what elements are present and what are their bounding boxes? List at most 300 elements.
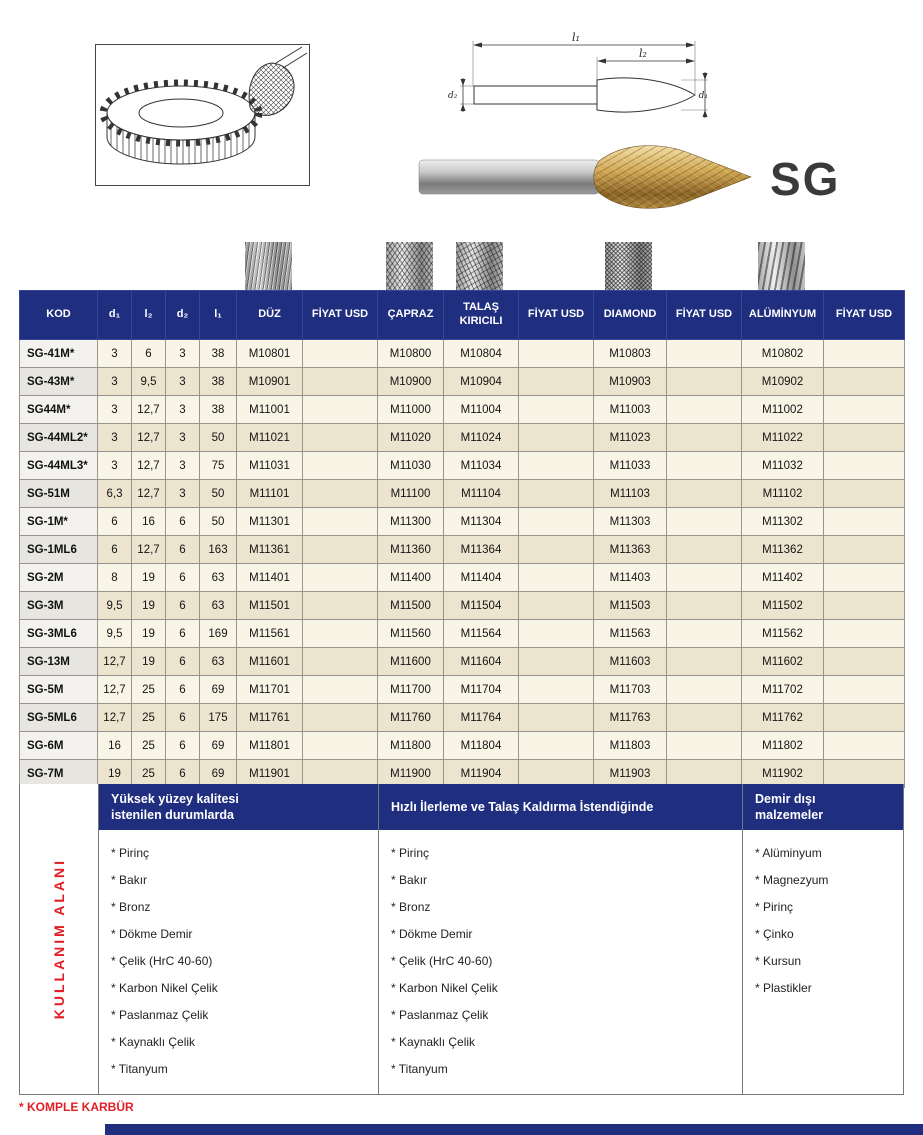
l1-cell: 50 bbox=[200, 480, 237, 508]
fiyat_duz-cell bbox=[303, 508, 378, 536]
fiyat_capraz-cell bbox=[519, 368, 594, 396]
duz-cell: M11301 bbox=[237, 508, 303, 536]
capraz-cell: M11000 bbox=[378, 396, 444, 424]
talas_kiricili-cell: M11564 bbox=[444, 620, 519, 648]
kod-cell: SG-41M* bbox=[20, 340, 98, 368]
fiyat_aluminyum-cell bbox=[824, 676, 905, 704]
fiyat_capraz-cell bbox=[519, 536, 594, 564]
usage-item: * Dökme Demir bbox=[391, 927, 736, 941]
duz-cell: M10901 bbox=[237, 368, 303, 396]
fiyat_diamond-cell bbox=[667, 620, 742, 648]
talas_kiricili-cell: M11404 bbox=[444, 564, 519, 592]
fiyat_aluminyum-cell bbox=[824, 368, 905, 396]
fiyat_aluminyum-cell bbox=[824, 732, 905, 760]
aluminyum-cell: M11102 bbox=[742, 480, 824, 508]
usage-list bbox=[99, 830, 378, 1076]
fiyat_aluminyum-cell bbox=[824, 452, 905, 480]
table-row bbox=[20, 340, 905, 368]
d2-cell: 6 bbox=[166, 760, 200, 788]
table-row bbox=[20, 704, 905, 732]
column-image-strip bbox=[19, 240, 904, 290]
usage-list bbox=[379, 830, 742, 1076]
d1-cell: 16 bbox=[98, 732, 132, 760]
l1-cell: 69 bbox=[200, 760, 237, 788]
duz-cell: M11501 bbox=[237, 592, 303, 620]
column-header-fiyat_capraz: FİYAT USD bbox=[519, 291, 594, 340]
fiyat_duz-cell bbox=[303, 732, 378, 760]
usage-item: * Titanyum bbox=[391, 1062, 736, 1076]
d1-cell: 8 bbox=[98, 564, 132, 592]
talas_kiricili-cell: M11364 bbox=[444, 536, 519, 564]
duz-cell: M11561 bbox=[237, 620, 303, 648]
l1-cell: 69 bbox=[200, 732, 237, 760]
aluminyum-cell: M11762 bbox=[742, 704, 824, 732]
usage-column-header-text: Yüksek yüzey kalitesi istenilen durumlarda bbox=[111, 791, 239, 822]
fiyat_diamond-cell bbox=[667, 536, 742, 564]
fiyat_diamond-cell bbox=[667, 424, 742, 452]
capraz-cell: M11100 bbox=[378, 480, 444, 508]
d1-cell: 6,3 bbox=[98, 480, 132, 508]
fiyat_duz-cell bbox=[303, 536, 378, 564]
burr-photo-rendering bbox=[415, 133, 765, 221]
column-header-l1: l₁ bbox=[200, 291, 237, 340]
d1-cell: 3 bbox=[98, 452, 132, 480]
fiyat_diamond-cell bbox=[667, 704, 742, 732]
d2-cell: 3 bbox=[166, 424, 200, 452]
fiyat_diamond-cell bbox=[667, 368, 742, 396]
product-photo bbox=[415, 133, 765, 221]
usage-item: * Çinko bbox=[755, 927, 897, 941]
usage-column-fast-removal bbox=[379, 784, 743, 1094]
usage-item: * Çelik (HrC 40-60) bbox=[111, 954, 372, 968]
kod-cell: SG-1M* bbox=[20, 508, 98, 536]
fiyat_aluminyum-cell bbox=[824, 340, 905, 368]
l2-cell: 12,7 bbox=[132, 452, 166, 480]
diamond-cell: M11003 bbox=[594, 396, 667, 424]
fiyat_duz-cell bbox=[303, 424, 378, 452]
table-row bbox=[20, 424, 905, 452]
usage-item: * Pirinç bbox=[391, 846, 736, 860]
d2-cell: 6 bbox=[166, 564, 200, 592]
table-row bbox=[20, 676, 905, 704]
fiyat_duz-cell bbox=[303, 620, 378, 648]
dimension-diagram bbox=[446, 30, 716, 130]
capraz-cell: M10800 bbox=[378, 340, 444, 368]
column-header-fiyat_aluminyum: FİYAT USD bbox=[824, 291, 905, 340]
d2-cell: 6 bbox=[166, 620, 200, 648]
talas_kiricili-cell: M11034 bbox=[444, 452, 519, 480]
kod-cell: SG-6M bbox=[20, 732, 98, 760]
l2-cell: 12,7 bbox=[132, 424, 166, 452]
d1-cell: 6 bbox=[98, 508, 132, 536]
kod-cell: SG-1ML6 bbox=[20, 536, 98, 564]
usage-item: * Kaynaklı Çelik bbox=[111, 1035, 372, 1049]
l1-cell: 69 bbox=[200, 676, 237, 704]
capraz-cell: M11760 bbox=[378, 704, 444, 732]
fiyat_aluminyum-cell bbox=[824, 480, 905, 508]
aluminyum-cell: M11562 bbox=[742, 620, 824, 648]
fiyat_aluminyum-cell bbox=[824, 508, 905, 536]
table-row bbox=[20, 452, 905, 480]
aluminyum-cell: M11362 bbox=[742, 536, 824, 564]
fiyat_diamond-cell bbox=[667, 508, 742, 536]
l2-cell: 19 bbox=[132, 648, 166, 676]
kod-cell: SG-44ML3* bbox=[20, 452, 98, 480]
usage-side-label: KULLANIM ALANI bbox=[51, 858, 67, 1020]
diamond-cell: M11403 bbox=[594, 564, 667, 592]
kod-cell: SG-13M bbox=[20, 648, 98, 676]
kod-cell: SG44M* bbox=[20, 396, 98, 424]
fiyat_diamond-cell bbox=[667, 564, 742, 592]
diamond-burr-image bbox=[605, 242, 652, 290]
fiyat_capraz-cell bbox=[519, 396, 594, 424]
fiyat_duz-cell bbox=[303, 648, 378, 676]
usage-list bbox=[743, 830, 903, 995]
duz-cell: M11901 bbox=[237, 760, 303, 788]
diamond-cell: M11703 bbox=[594, 676, 667, 704]
fiyat_capraz-cell bbox=[519, 676, 594, 704]
duz-cell: M11031 bbox=[237, 452, 303, 480]
fiyat_capraz-cell bbox=[519, 564, 594, 592]
l1-cell: 38 bbox=[200, 396, 237, 424]
l2-cell: 25 bbox=[132, 760, 166, 788]
duz-cell: M11001 bbox=[237, 396, 303, 424]
usage-column-header bbox=[99, 784, 378, 830]
talas_kiricili-cell: M11104 bbox=[444, 480, 519, 508]
d1-cell: 6 bbox=[98, 536, 132, 564]
usage-section bbox=[19, 784, 904, 1095]
l2-dimension-label: l₂ bbox=[639, 47, 647, 60]
talas_kiricili-cell: M11604 bbox=[444, 648, 519, 676]
d1-cell: 9,5 bbox=[98, 592, 132, 620]
aluminyum-cell: M11302 bbox=[742, 508, 824, 536]
l1-cell: 175 bbox=[200, 704, 237, 732]
fiyat_diamond-cell bbox=[667, 592, 742, 620]
d1-cell: 3 bbox=[98, 340, 132, 368]
l2-cell: 19 bbox=[132, 592, 166, 620]
footer-bar bbox=[105, 1124, 923, 1135]
diamond-cell: M10903 bbox=[594, 368, 667, 396]
fiyat_capraz-cell bbox=[519, 592, 594, 620]
usage-item: * Bakır bbox=[111, 873, 372, 887]
talas_kiricili-cell: M11004 bbox=[444, 396, 519, 424]
table-row bbox=[20, 592, 905, 620]
talas_kiricili-cell: M11304 bbox=[444, 508, 519, 536]
fiyat_aluminyum-cell bbox=[824, 424, 905, 452]
capraz-cell: M11700 bbox=[378, 676, 444, 704]
kod-cell: SG-3ML6 bbox=[20, 620, 98, 648]
fiyat_capraz-cell bbox=[519, 704, 594, 732]
l1-cell: 75 bbox=[200, 452, 237, 480]
capraz-cell: M11360 bbox=[378, 536, 444, 564]
capraz-cell: M10900 bbox=[378, 368, 444, 396]
fiyat_aluminyum-cell bbox=[824, 648, 905, 676]
d2-cell: 6 bbox=[166, 508, 200, 536]
column-header-d1: d₁ bbox=[98, 291, 132, 340]
usage-side-label-cell bbox=[20, 784, 99, 1094]
l1-dimension-label: l₁ bbox=[572, 31, 580, 44]
fiyat_duz-cell bbox=[303, 368, 378, 396]
fiyat_aluminyum-cell bbox=[824, 704, 905, 732]
aluminyum-cell: M11402 bbox=[742, 564, 824, 592]
l2-cell: 25 bbox=[132, 704, 166, 732]
fiyat_duz-cell bbox=[303, 480, 378, 508]
fiyat_capraz-cell bbox=[519, 620, 594, 648]
talas_kiricili-cell: M11504 bbox=[444, 592, 519, 620]
usage-item: * Pirinç bbox=[111, 846, 372, 860]
usage-item: * Alüminyum bbox=[755, 846, 897, 860]
l2-cell: 12,7 bbox=[132, 396, 166, 424]
talas_kiricili-cell: M10904 bbox=[444, 368, 519, 396]
d1-cell: 19 bbox=[98, 760, 132, 788]
d2-cell: 3 bbox=[166, 396, 200, 424]
fiyat_duz-cell bbox=[303, 704, 378, 732]
usage-item: * Titanyum bbox=[111, 1062, 372, 1076]
capraz-cell: M11900 bbox=[378, 760, 444, 788]
l1-cell: 38 bbox=[200, 340, 237, 368]
d2-cell: 6 bbox=[166, 648, 200, 676]
fiyat_duz-cell bbox=[303, 564, 378, 592]
diamond-cell: M10803 bbox=[594, 340, 667, 368]
aluminyum-cell: M11032 bbox=[742, 452, 824, 480]
diamond-cell: M11363 bbox=[594, 536, 667, 564]
fiyat_diamond-cell bbox=[667, 676, 742, 704]
aluminyum-cell: M10902 bbox=[742, 368, 824, 396]
l2-cell: 12,7 bbox=[132, 480, 166, 508]
duz-cell: M11601 bbox=[237, 648, 303, 676]
capraz-cell: M11560 bbox=[378, 620, 444, 648]
usage-column-header-text: Demir dışı malzemeler bbox=[755, 791, 824, 822]
aluminyum-cell: M11002 bbox=[742, 396, 824, 424]
usage-item: * Bronz bbox=[391, 900, 736, 914]
gear-deburring-drawing bbox=[96, 45, 308, 184]
fiyat_diamond-cell bbox=[667, 396, 742, 424]
fiyat_duz-cell bbox=[303, 676, 378, 704]
l2-cell: 25 bbox=[132, 676, 166, 704]
usage-item: * Magnezyum bbox=[755, 873, 897, 887]
column-header-diamond: DIAMOND bbox=[594, 291, 667, 340]
d2-cell: 6 bbox=[166, 592, 200, 620]
l1-cell: 63 bbox=[200, 592, 237, 620]
fiyat_capraz-cell bbox=[519, 424, 594, 452]
diamond-cell: M11303 bbox=[594, 508, 667, 536]
usage-item: * Karbon Nikel Çelik bbox=[111, 981, 372, 995]
l2-cell: 16 bbox=[132, 508, 166, 536]
kod-cell: SG-5ML6 bbox=[20, 704, 98, 732]
d2-cell: 6 bbox=[166, 676, 200, 704]
fiyat_capraz-cell bbox=[519, 648, 594, 676]
table-row bbox=[20, 508, 905, 536]
catalog-table bbox=[19, 290, 905, 788]
l2-cell: 19 bbox=[132, 620, 166, 648]
diamond-cell: M11023 bbox=[594, 424, 667, 452]
fiyat_duz-cell bbox=[303, 396, 378, 424]
diamond-cell: M11803 bbox=[594, 732, 667, 760]
fiyat_duz-cell bbox=[303, 452, 378, 480]
capraz-cell: M11300 bbox=[378, 508, 444, 536]
capraz-cell: M11400 bbox=[378, 564, 444, 592]
d1-cell: 3 bbox=[98, 368, 132, 396]
aluminyum-cell: M11022 bbox=[742, 424, 824, 452]
l1-cell: 63 bbox=[200, 648, 237, 676]
duz-cell: M10801 bbox=[237, 340, 303, 368]
d2-dimension-label: d₂ bbox=[448, 91, 458, 101]
catalog-table-head-row bbox=[20, 291, 905, 340]
capraz-cell: M11500 bbox=[378, 592, 444, 620]
duz-burr-image bbox=[245, 242, 292, 290]
talas_kiricili-cell: M10804 bbox=[444, 340, 519, 368]
d1-cell: 3 bbox=[98, 424, 132, 452]
talas-kiricili-burr-image bbox=[456, 242, 503, 290]
column-header-d2: d₂ bbox=[166, 291, 200, 340]
fiyat_duz-cell bbox=[303, 592, 378, 620]
duz-cell: M11401 bbox=[237, 564, 303, 592]
fiyat_diamond-cell bbox=[667, 340, 742, 368]
table-row bbox=[20, 648, 905, 676]
capraz-burr-image bbox=[386, 242, 433, 290]
table-row bbox=[20, 536, 905, 564]
l1-cell: 50 bbox=[200, 508, 237, 536]
l1-cell: 163 bbox=[200, 536, 237, 564]
table-row bbox=[20, 564, 905, 592]
usage-item: * Pirinç bbox=[755, 900, 897, 914]
l2-cell: 25 bbox=[132, 732, 166, 760]
d2-cell: 3 bbox=[166, 340, 200, 368]
fiyat_capraz-cell bbox=[519, 508, 594, 536]
aluminyum-cell: M11802 bbox=[742, 732, 824, 760]
usage-column-header bbox=[379, 784, 742, 830]
table-row bbox=[20, 368, 905, 396]
usage-column-surface-quality bbox=[99, 784, 379, 1094]
fiyat_diamond-cell bbox=[667, 452, 742, 480]
l2-cell: 6 bbox=[132, 340, 166, 368]
d1-cell: 12,7 bbox=[98, 676, 132, 704]
diamond-cell: M11763 bbox=[594, 704, 667, 732]
product-code-label: SG bbox=[770, 153, 841, 205]
diamond-cell: M11033 bbox=[594, 452, 667, 480]
column-header-duz: DÜZ bbox=[237, 291, 303, 340]
aluminyum-cell: M10802 bbox=[742, 340, 824, 368]
usage-item: * Plastikler bbox=[755, 981, 897, 995]
aluminyum-burr-image bbox=[758, 242, 805, 290]
usage-column-non-ferrous bbox=[743, 784, 903, 1094]
table-row bbox=[20, 732, 905, 760]
l2-cell: 12,7 bbox=[132, 536, 166, 564]
kod-cell: SG-7M bbox=[20, 760, 98, 788]
fiyat_diamond-cell bbox=[667, 480, 742, 508]
fiyat_aluminyum-cell bbox=[824, 536, 905, 564]
fiyat_capraz-cell bbox=[519, 340, 594, 368]
fiyat_aluminyum-cell bbox=[824, 564, 905, 592]
catalog-table-wrap bbox=[19, 240, 904, 788]
diamond-cell: M11903 bbox=[594, 760, 667, 788]
d2-cell: 3 bbox=[166, 452, 200, 480]
diamond-cell: M11563 bbox=[594, 620, 667, 648]
capraz-cell: M11600 bbox=[378, 648, 444, 676]
capraz-cell: M11800 bbox=[378, 732, 444, 760]
talas_kiricili-cell: M11804 bbox=[444, 732, 519, 760]
column-header-l2: l₂ bbox=[132, 291, 166, 340]
kod-cell: SG-2M bbox=[20, 564, 98, 592]
d1-cell: 12,7 bbox=[98, 648, 132, 676]
d1-cell: 12,7 bbox=[98, 704, 132, 732]
kod-cell: SG-5M bbox=[20, 676, 98, 704]
d1-dimension-label: d₁ bbox=[698, 91, 708, 101]
l1-cell: 38 bbox=[200, 368, 237, 396]
fiyat_capraz-cell bbox=[519, 480, 594, 508]
diamond-cell: M11503 bbox=[594, 592, 667, 620]
column-header-talas_kiricili: TALAŞ KIRICILI bbox=[444, 291, 519, 340]
talas_kiricili-cell: M11764 bbox=[444, 704, 519, 732]
d2-cell: 3 bbox=[166, 368, 200, 396]
d2-cell: 3 bbox=[166, 480, 200, 508]
kod-cell: SG-51M bbox=[20, 480, 98, 508]
column-header-aluminyum: ALÜMİNYUM bbox=[742, 291, 824, 340]
fiyat_duz-cell bbox=[303, 340, 378, 368]
d2-cell: 6 bbox=[166, 536, 200, 564]
application-illustration bbox=[95, 44, 310, 186]
duz-cell: M11101 bbox=[237, 480, 303, 508]
usage-item: * Çelik (HrC 40-60) bbox=[391, 954, 736, 968]
column-header-capraz: ÇAPRAZ bbox=[378, 291, 444, 340]
fiyat_diamond-cell bbox=[667, 732, 742, 760]
duz-cell: M11021 bbox=[237, 424, 303, 452]
fiyat_diamond-cell bbox=[667, 648, 742, 676]
d2-cell: 6 bbox=[166, 704, 200, 732]
aluminyum-cell: M11502 bbox=[742, 592, 824, 620]
usage-column-header-text: Hızlı İlerleme ve Talaş Kaldırma İstendiğinde bbox=[391, 799, 654, 814]
diamond-cell: M11603 bbox=[594, 648, 667, 676]
column-header-fiyat_diamond: FİYAT USD bbox=[667, 291, 742, 340]
fiyat_aluminyum-cell bbox=[824, 620, 905, 648]
talas_kiricili-cell: M11024 bbox=[444, 424, 519, 452]
table-row bbox=[20, 620, 905, 648]
duz-cell: M11701 bbox=[237, 676, 303, 704]
capraz-cell: M11020 bbox=[378, 424, 444, 452]
usage-item: * Paslanmaz Çelik bbox=[391, 1008, 736, 1022]
usage-item: * Karbon Nikel Çelik bbox=[391, 981, 736, 995]
usage-item: * Kaynaklı Çelik bbox=[391, 1035, 736, 1049]
table-row bbox=[20, 480, 905, 508]
usage-item: * Kursun bbox=[755, 954, 897, 968]
aluminyum-cell: M11902 bbox=[742, 760, 824, 788]
usage-item: * Bronz bbox=[111, 900, 372, 914]
aluminyum-cell: M11702 bbox=[742, 676, 824, 704]
fiyat_capraz-cell bbox=[519, 732, 594, 760]
talas_kiricili-cell: M11904 bbox=[444, 760, 519, 788]
duz-cell: M11361 bbox=[237, 536, 303, 564]
d1-cell: 9,5 bbox=[98, 620, 132, 648]
column-header-kod: KOD bbox=[20, 291, 98, 340]
capraz-cell: M11030 bbox=[378, 452, 444, 480]
catalog-table-body bbox=[20, 340, 905, 788]
l2-cell: 9,5 bbox=[132, 368, 166, 396]
aluminyum-cell: M11602 bbox=[742, 648, 824, 676]
l2-cell: 19 bbox=[132, 564, 166, 592]
kod-cell: SG-3M bbox=[20, 592, 98, 620]
kod-cell: SG-43M* bbox=[20, 368, 98, 396]
fiyat_aluminyum-cell bbox=[824, 396, 905, 424]
fiyat_capraz-cell bbox=[519, 452, 594, 480]
duz-cell: M11801 bbox=[237, 732, 303, 760]
usage-column-header bbox=[743, 784, 903, 830]
kod-cell: SG-44ML2* bbox=[20, 424, 98, 452]
l1-cell: 50 bbox=[200, 424, 237, 452]
l1-cell: 169 bbox=[200, 620, 237, 648]
l1-cell: 63 bbox=[200, 564, 237, 592]
diamond-cell: M11103 bbox=[594, 480, 667, 508]
footnote: * KOMPLE KARBÜR bbox=[19, 1100, 134, 1114]
